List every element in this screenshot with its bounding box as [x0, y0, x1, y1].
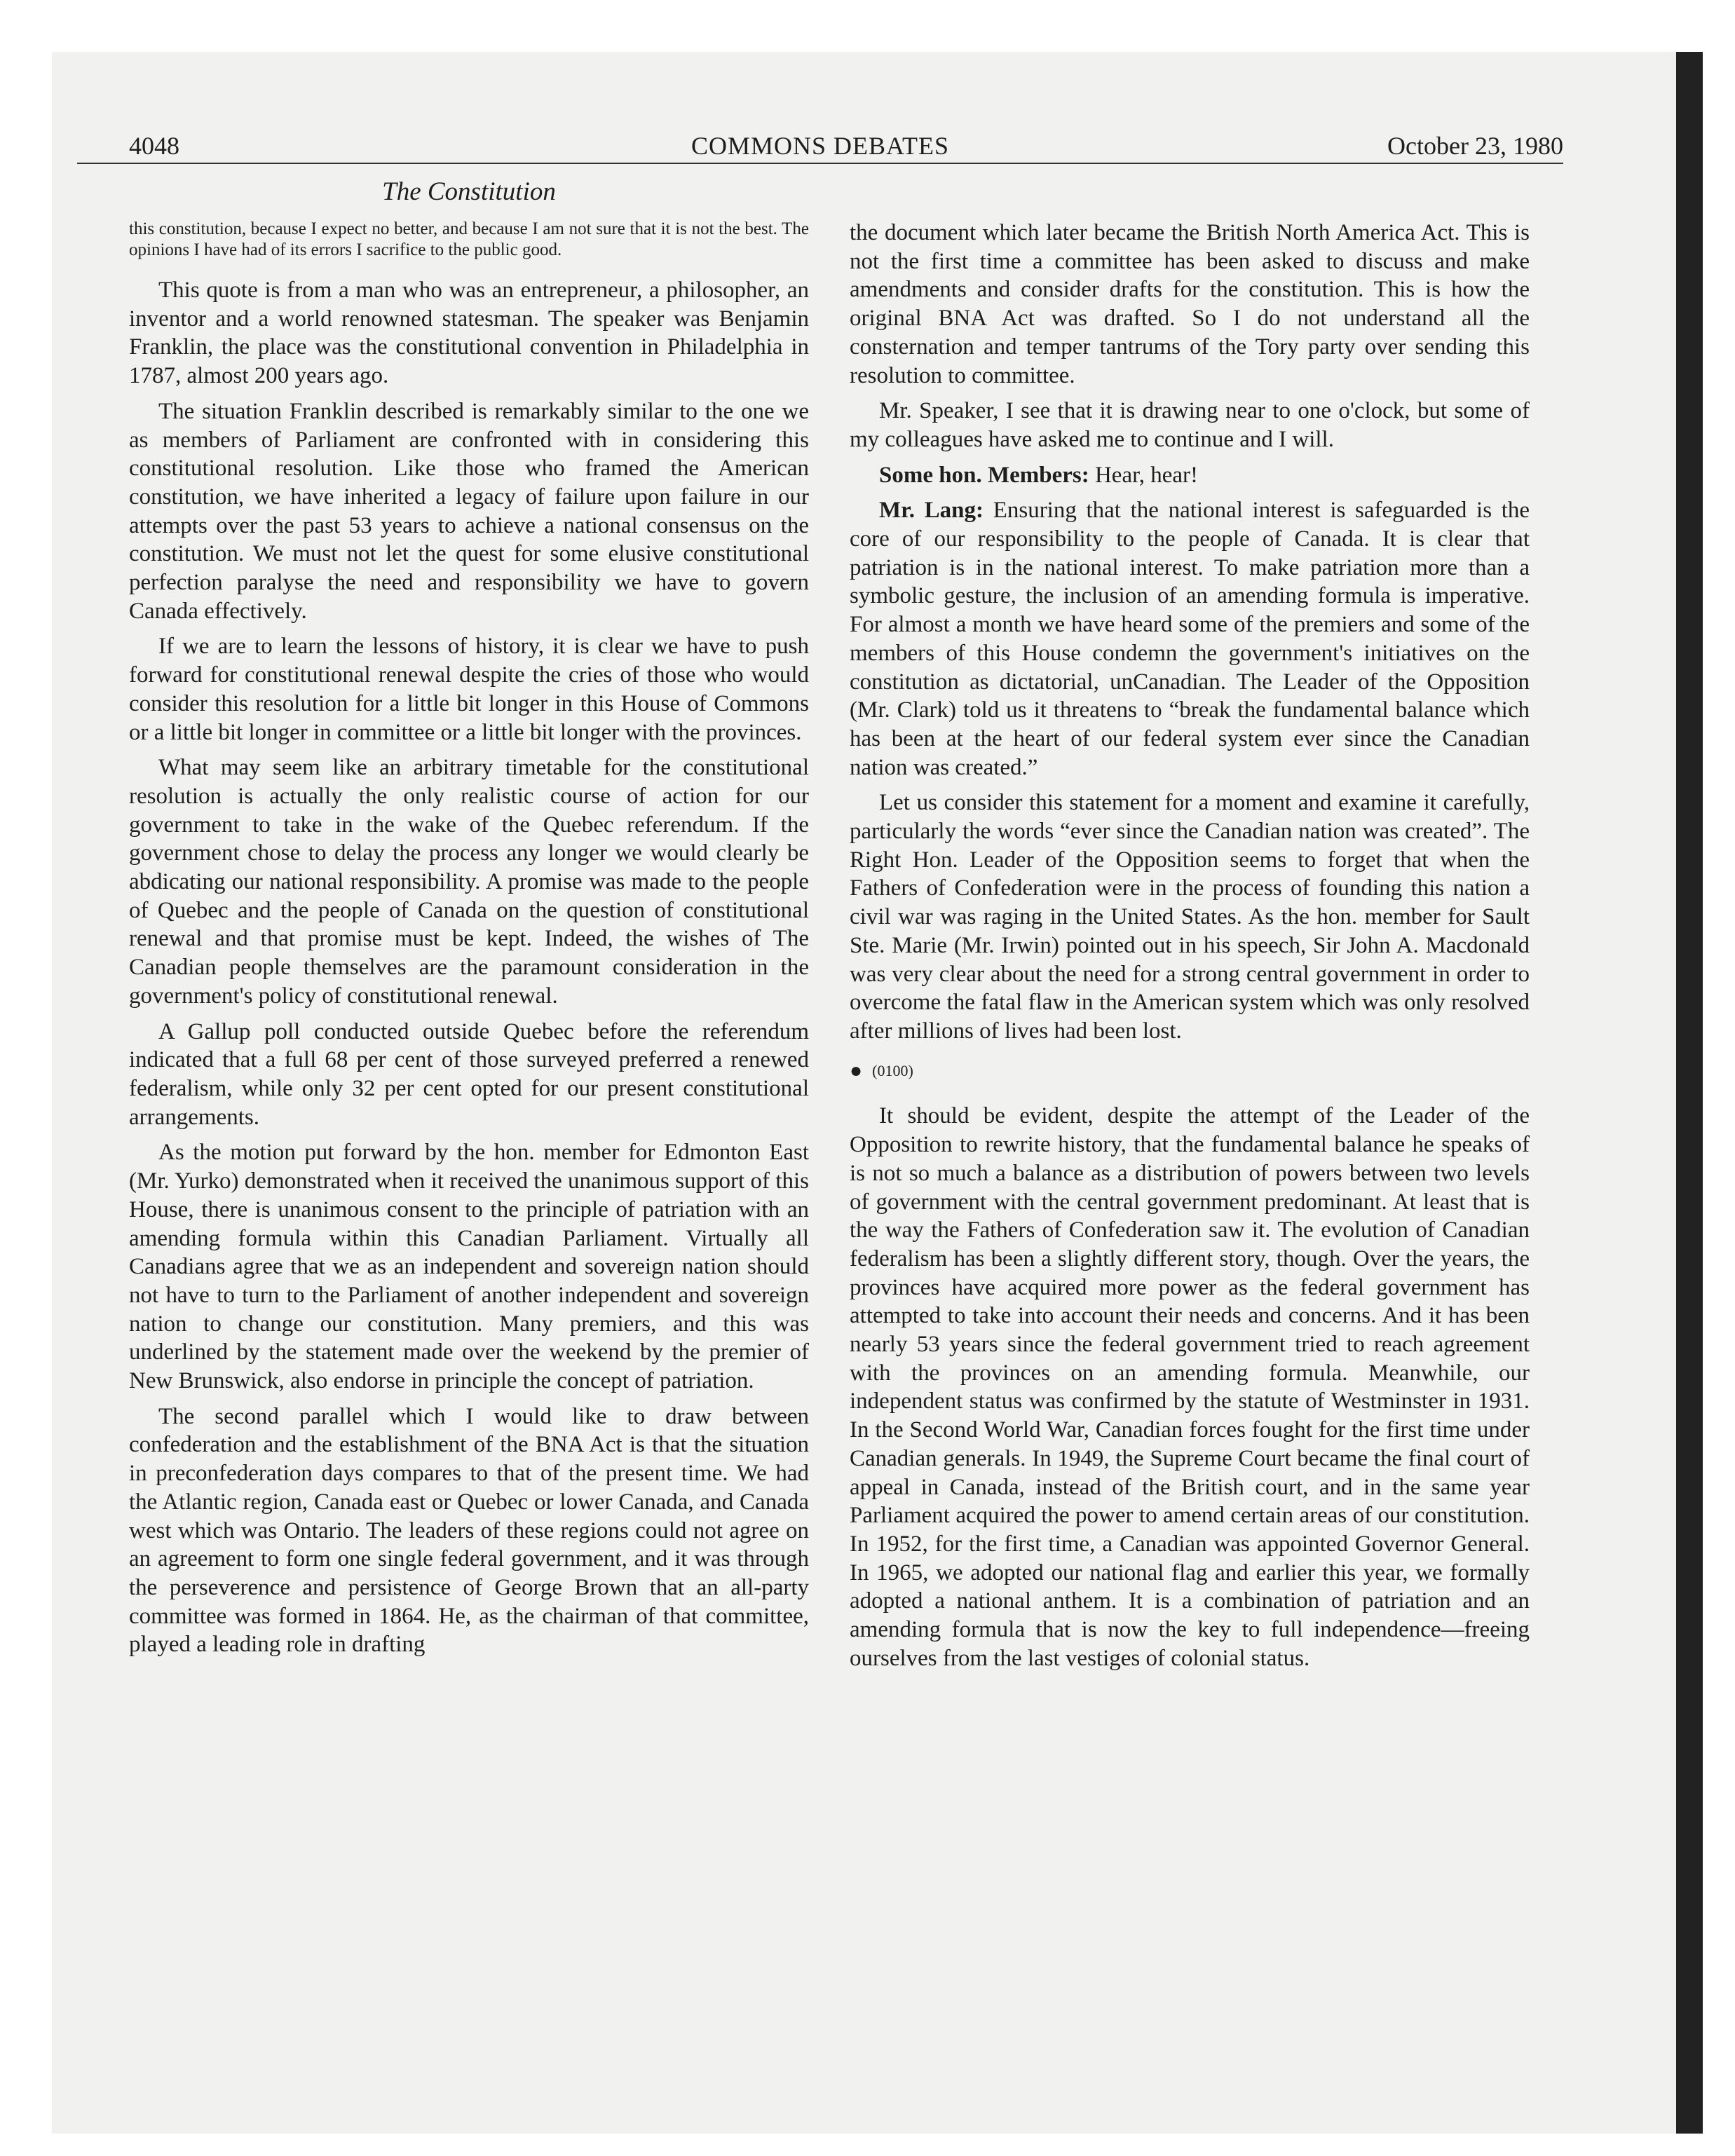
- scan-edge-bar: [1676, 52, 1703, 2134]
- paragraph: If we are to learn the lessons of history, it is clear we have to push forward for constitutional renewal despite the cries of those who would consider this resolution for a little bit longer in this House of Commons or a little bit longer in committee or a little bit longer with the provinces.: [129, 634, 809, 745]
- time-marker: [850, 1057, 1530, 1086]
- quote-text: this constitution, because I expect no better, and because I am not sure that it is not the best. The opinions I have had of its errors I sacrifice to the public good.: [129, 219, 809, 259]
- speaker-name: Mr. Lang:: [879, 498, 984, 524]
- time-marker-text: (0100): [872, 1061, 913, 1079]
- issue-date: October 23, 1980: [1387, 132, 1563, 160]
- paragraph: It should be evident, despite the attempt of the Leader of the Opposition to rewrite history, that the fundamental balance he speaks of is not so much a balance as a distribution of powers between two levels of government with the central government predominant. At least that is the way the Fathers of Confederation saw it. The evolution of Canadian federalism has been a slightly different story, though. Over the years, the provinces have acquired more power as the federal government has attempted to take into account their needs and concerns. And it has been nearly 53 years since the federal government tried to reach agreement with the provinces on an amending formula. Meanwhile, our independent status was confirmed by the statute of Westminster in 1931. In the Second World War, Canadian forces fought for the first time under Canadian generals. In 1949, the Supreme Court became the final court of appeal in Canada, instead of the British court, and in the same year Parliament acquired the power to amend certain areas of our constitution. In 1952, for the first time, a Canadian was appointed Governor General. In 1965, we adopted our national flag and earlier this year, we formally adopted a national anthem. It is a combination of patriation and an amending formula that is now the key to full independence—freeing ourselves from the last vestiges of colonial status.: [850, 1103, 1530, 1671]
- speech-text: Ensuring that the national interest is safeguarded is the core of our responsibility to the people of Canada. It is clear that patriation is in the national interest. To make patriation more than a symbolic gesture, the inclusion of an amending formula is imperative. For almost a month we have heard some of the premiers and some of the members of this House condemn the government's initiatives on the constitution as dictatorial, unCanadian. The Leader of the Opposition (Mr. Clark) told us it threatens to “break the fundamental balance which has been at the heart of our federal system ever since the Canadian nation was created.”: [850, 498, 1530, 780]
- left-column: [129, 219, 809, 1659]
- paragraph: What may seem like an arbitrary timetable for the constitutional resolution is actually the only realistic course of action for our government to take in the wake of the Quebec referendum. If the government chose to delay the process any longer we would clearly be abdicating our national responsibility. A promise was made to the people of Quebec and the people of Canada on the question of constitutional renewal and that promise must be kept. Indeed, the wishes of The Canadian people themselves are the paramount consideration in the government's policy of constitutional renewal.: [129, 755, 809, 1009]
- speech-text: Hear, hear!: [1094, 462, 1199, 488]
- paragraph: The second parallel which I would like to draw between confederation and the establishment of the BNA Act is that the situation in preconfederation days compares to that of the present time. We had the Atlantic region, Canada east or Quebec or lower Canada, and Canada west which was Ontario. The leaders of these regions could not agree on an agreement to form one single federal government, and it was through the perseverence and persistence of George Brown that an all-party committee was formed in 1864. He, as the chairman of that committee, played a leading role in drafting: [129, 1403, 809, 1658]
- right-column: [850, 219, 1530, 1672]
- speaker-name: Some hon. Members:: [879, 462, 1089, 488]
- bullet-icon: ●: [850, 1058, 863, 1082]
- journal-title: COMMONS DEBATES: [690, 132, 950, 160]
- paragraph-continuation: the document which later became the British North America Act. This is not the first time a committee has been asked to discuss and make amendments and consider drafts for the constitution. This is how the original BNA Act was drafted. So I do not understand all the consternation and temper tantrums of the Tory party over sending this resolution to committee.: [850, 220, 1530, 388]
- interjection: [850, 461, 1530, 490]
- paragraph: As the motion put forward by the hon. member for Edmonton East (Mr. Yurko) demonstrated when it received the unanimous support of this House, there is unanimous consent to the principle of patriation with an amending formula within this Canadian Parliament. Virtually all Canadians agree that we as an independent and sovereign nation should not have to turn to the Parliament of another independent and sovereign nation to change our constitution. Many premiers, and this was underlined by the statement made over the weekend by the premier of New Brunswick, also endorse in principle the concept of patriation.: [129, 1140, 809, 1394]
- paragraph: Mr. Speaker, I see that it is drawing near to one o'clock, but some of my colleagues have asked me to continue and I will.: [850, 398, 1530, 452]
- paragraph: A Gallup poll conducted outside Quebec before the referendum indicated that a full 68 per cent of those surveyed preferred a renewed federalism, while only 32 per cent opted for our present constitutional arrangements.: [129, 1018, 809, 1130]
- section-title: The Constitution: [382, 177, 556, 206]
- paragraph: Let us consider this statement for a moment and examine it carefully, particularly the words “ever since the Canadian nation was created”. The Right Hon. Leader of the Opposition seems to forget that when the Fathers of Confederation were in the process of founding this nation a civil war was raging in the United States. As the hon. member for Sault Ste. Marie (Mr. Irwin) pointed out in his speech, Sir John A. Macdonald was very clear about the need for a strong central government in order to overcome the fatal flaw in the American system which was only resolved after millions of lives had been lost.: [850, 790, 1530, 1044]
- paragraph: This quote is from a man who was an entrepreneur, a philosopher, an inventor and a world renowned statesman. The speaker was Benjamin Franklin, the place was the constitutional convention in Philadelphia in 1787, almost 200 years ago.: [129, 278, 809, 389]
- paragraph: The situation Franklin described is remarkably similar to the one we as members of Parliament are confronted with in considering this constitutional resolution. Like those who framed the American constitution, we have inherited a legacy of failure upon failure in our attempts over the past 53 years to achieve a national consensus on the constitution. We must not let the quest for some elusive constitutional perfection paralyse the need and responsibility we have to govern Canada effectively.: [129, 398, 809, 624]
- page-header: [77, 118, 1563, 164]
- page-number: 4048: [129, 132, 179, 160]
- speech-paragraph: [850, 496, 1530, 782]
